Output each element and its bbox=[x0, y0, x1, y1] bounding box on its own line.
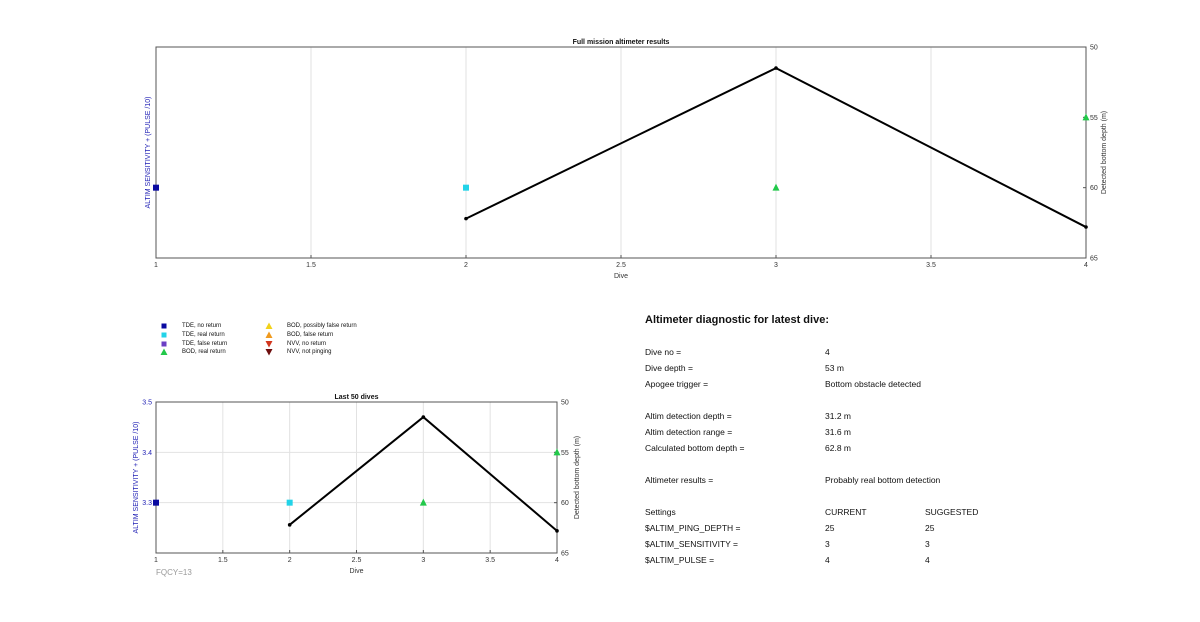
diagnostic-heading: Altimeter diagnostic for latest dive: bbox=[645, 314, 829, 326]
full-bottom-depth-point bbox=[774, 66, 778, 70]
legend-label: TDE, real return bbox=[182, 331, 225, 338]
full-y-right-tick-label: 55 bbox=[1090, 114, 1098, 122]
diagnostic-row-suggested: SUGGESTED bbox=[925, 507, 979, 517]
diagnostic-row-label: $ALTIM_PULSE = bbox=[645, 555, 715, 565]
legend-symbol-icon bbox=[265, 340, 273, 348]
legend-item bbox=[265, 340, 326, 348]
legend-label: TDE, false return bbox=[182, 340, 228, 347]
diagnostic-row-label: Altim detection depth = bbox=[645, 411, 732, 421]
diagnostic-row-suggested: 4 bbox=[925, 555, 930, 565]
last50-x-tick-label: 2 bbox=[287, 557, 292, 564]
legend-symbol-icon bbox=[160, 331, 168, 339]
diagnostic-row-label: Altim detection range = bbox=[645, 427, 733, 437]
legend-label: BOD, possibly false return bbox=[287, 323, 357, 329]
full-tde_real_return-marker bbox=[463, 185, 469, 191]
full-x-tick-label: 2 bbox=[464, 262, 468, 269]
full-x-axis-label: Dive bbox=[613, 273, 629, 280]
last50-y-right-tick-label: 65 bbox=[561, 550, 569, 558]
last50-y-right-tick-label: 60 bbox=[561, 500, 569, 508]
last50-y-left-tick-label: 3.5 bbox=[142, 399, 152, 407]
last50-y-left-tick-label: 3.3 bbox=[142, 500, 152, 508]
last50-y-right-axis-label: Detected bottom depth (m) bbox=[574, 435, 581, 520]
last50-x-tick-label: 4 bbox=[555, 557, 559, 564]
legend-symbol-icon bbox=[265, 348, 273, 356]
full-bod_real_return-marker bbox=[773, 184, 780, 191]
diagnostic-row-suggested: 3 bbox=[925, 539, 930, 549]
legend-label: BOD, real return bbox=[182, 349, 226, 356]
diagnostic-row-value: CURRENT bbox=[825, 507, 867, 517]
diagnostic-row-label: Altimeter results = bbox=[645, 475, 714, 485]
full-chart-title: Full mission altimeter results bbox=[572, 39, 670, 46]
legend-symbol-icon bbox=[160, 348, 168, 356]
diagnostic-row-value: 53 m bbox=[825, 363, 844, 373]
full-y-right-tick-label: 65 bbox=[1090, 255, 1098, 263]
last50-x-tick-label: 1 bbox=[154, 557, 158, 564]
full-x-tick-label: 3.5 bbox=[926, 262, 936, 269]
diagnostic-row-label: Dive depth = bbox=[645, 363, 693, 373]
full-y-right-tick-label: 50 bbox=[1090, 44, 1098, 52]
last50-x-tick-label: 3 bbox=[421, 557, 426, 564]
last50-tde_real_return-marker bbox=[287, 500, 293, 506]
full-bottom-depth-point bbox=[464, 217, 468, 221]
last50-chart-title: Last 50 dives bbox=[334, 394, 379, 401]
full-y-right-tick-label: 60 bbox=[1090, 185, 1098, 193]
full-x-tick-label: 3 bbox=[774, 262, 778, 269]
legend-symbol-icon bbox=[160, 322, 168, 330]
diagnostic-row-value: 3 bbox=[825, 539, 830, 549]
last50-x-tick-label: 2.5 bbox=[351, 557, 362, 564]
diagnostic-row-label: $ALTIM_PING_DEPTH = bbox=[645, 523, 741, 533]
diagnostic-row-value: 31.6 m bbox=[825, 427, 851, 437]
diagnostic-row-label: Settings bbox=[645, 507, 676, 517]
diagnostic-row-value: 4 bbox=[825, 555, 830, 565]
diagnostic-row-suggested: 25 bbox=[925, 523, 935, 533]
last50-y-right-tick-label: 50 bbox=[561, 399, 569, 407]
last50-bottom-depth-point bbox=[555, 529, 559, 533]
last50-fqcy-annotation: FQCY=13 bbox=[156, 568, 192, 577]
last50-bottom-depth-point bbox=[422, 415, 426, 419]
diagnostic-row-value: 25 bbox=[825, 523, 835, 533]
legend-label: NVV, not pinging bbox=[287, 349, 332, 356]
legend bbox=[160, 322, 420, 362]
diagnostic-row-label: $ALTIM_SENSITIVITY = bbox=[645, 539, 738, 549]
legend-label: BOD, false return bbox=[287, 331, 334, 338]
full-bottom-depth-point bbox=[1084, 225, 1088, 229]
legend-symbol-icon bbox=[265, 322, 273, 330]
legend-item bbox=[160, 322, 221, 330]
last50-bottom-depth-point bbox=[288, 523, 292, 527]
diagnostic-row-value: 4 bbox=[825, 347, 830, 357]
diagnostic-row-label: Dive no = bbox=[645, 347, 682, 357]
full-y-left-axis-label: ALTIM SENSITIVITY + (PULSE /10) bbox=[145, 96, 152, 209]
full-x-tick-label: 2.5 bbox=[616, 262, 626, 269]
legend-item bbox=[265, 348, 331, 356]
diagnostic-panel bbox=[645, 314, 1165, 565]
legend-item bbox=[160, 348, 226, 356]
full-x-tick-label: 1.5 bbox=[306, 262, 316, 269]
last50-tde_no_return-marker bbox=[153, 500, 159, 506]
diagnostic-row-value: 31.2 m bbox=[825, 411, 851, 421]
full-y-right-axis-label: Detected bottom depth (m) bbox=[1101, 110, 1108, 195]
legend-label: TDE, no return bbox=[182, 323, 222, 329]
legend-item bbox=[265, 331, 333, 339]
last50-y-left-axis-label: ALTIM SENSITIVITY + (PULSE /10) bbox=[133, 421, 140, 534]
legend-item bbox=[160, 331, 225, 339]
last50-y-right-tick-label: 55 bbox=[561, 449, 569, 457]
legend-symbol-icon bbox=[160, 340, 168, 348]
last50-y-left-tick-label: 3.4 bbox=[142, 449, 152, 457]
full-tde_no_return-marker bbox=[153, 185, 159, 191]
last50-x-tick-label: 3.5 bbox=[485, 557, 496, 564]
last50-x-tick-label: 1.5 bbox=[217, 557, 228, 564]
legend-item bbox=[160, 340, 227, 348]
legend-label: NVV, no return bbox=[287, 340, 327, 347]
full-x-tick-label: 1 bbox=[154, 262, 158, 269]
diagnostic-row-label: Apogee trigger = bbox=[645, 379, 709, 389]
diagnostic-row-value: Bottom obstacle detected bbox=[825, 379, 921, 389]
full-x-tick-label: 4 bbox=[1084, 262, 1088, 269]
legend-item bbox=[265, 322, 357, 330]
diagnostic-row-label: Calculated bottom depth = bbox=[645, 443, 745, 453]
diagnostic-row-value: Probably real bottom detection bbox=[825, 475, 941, 485]
diagnostic-row-value: 62.8 m bbox=[825, 443, 851, 453]
last50-x-axis-label: Dive bbox=[349, 568, 364, 575]
legend-symbol-icon bbox=[265, 331, 273, 339]
